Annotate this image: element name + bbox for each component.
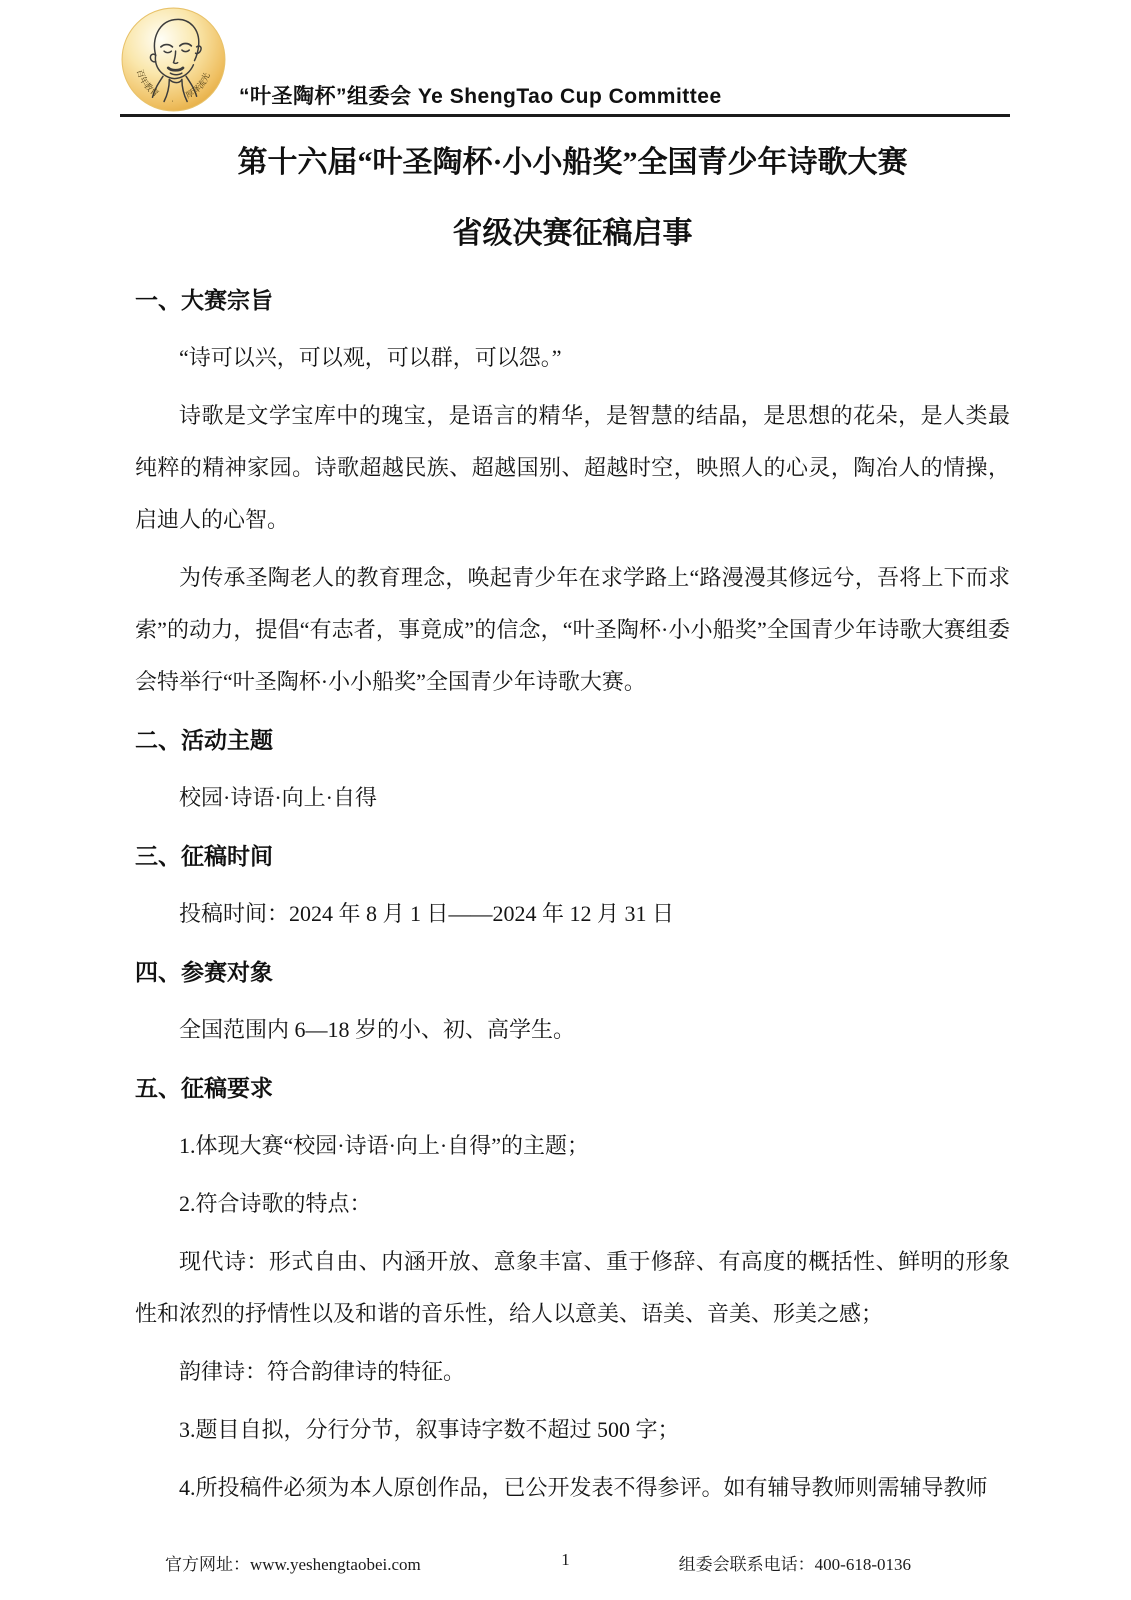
committee-logo — [120, 7, 227, 112]
section-submission-requirements — [135, 1062, 1010, 1514]
footer-page-number: 1 — [561, 1550, 570, 1569]
paragraph: 诗歌是文学宝库中的瑰宝，是语言的精华，是智慧的结晶，是思想的花朵，是人类最纯粹的精神家园。诗歌超越民族、超越国别、超越时空，映照人的心灵，陶冶人的情操，启迪人的心智。 — [135, 403, 1010, 532]
logo-arc-separator: · — [171, 96, 174, 106]
paragraph: 校园·诗语·向上·自得 — [179, 785, 377, 810]
document-title-line1: 第十六届“叶圣陶杯·小小船奖”全国青少年诗歌大赛 — [237, 146, 908, 179]
paragraph: 投稿时间：2024 年 8 月 1 日——2024 年 12 月 31 日 — [179, 901, 675, 926]
section-contest-purpose — [135, 274, 1010, 708]
section-participants — [135, 946, 1010, 1056]
section-heading: 三、征稿时间 — [135, 843, 273, 869]
section-heading: 二、活动主题 — [135, 727, 273, 753]
section-activity-theme — [135, 714, 1010, 824]
paragraph: 全国范围内 6—18 岁的小、初、高学生。 — [179, 1017, 576, 1042]
document-title-line2: 省级决赛征稿启事 — [452, 217, 693, 250]
section-heading: 五、征稿要求 — [135, 1075, 273, 1101]
page-footer — [0, 1550, 1131, 1574]
logo-arc-left-text: 百年教育 — [135, 68, 161, 99]
paragraph: 2.符合诗歌的特点： — [179, 1191, 372, 1216]
logo-arc-right-text: 厚泽流光 — [184, 71, 212, 101]
committee-brand-text: “叶圣陶杯”组委会 Ye ShengTao Cup Committee — [239, 85, 722, 108]
section-submission-time — [135, 830, 1010, 940]
paragraph: 1.体现大赛“校园·诗语·向上·自得”的主题； — [179, 1133, 590, 1158]
document-body — [135, 274, 1010, 1514]
footer-contact-phone: 组委会联系电话：400-618-0136 — [678, 1555, 911, 1574]
paragraph: 为传承圣陶老人的教育理念，唤起青少年在求学路上“路漫漫其修远兮，吾将上下而求索”的动力，提倡“有志者，事竟成”的信念，“叶圣陶杯·小小船奖”全国青少年诗歌大赛组委会特举行“叶圣陶杯·小小船奖”全国青少年诗歌大赛。 — [135, 565, 1010, 694]
paragraph: 3.题目自拟，分行分节，叙事诗字数不超过 500 字； — [179, 1417, 680, 1442]
paragraph: 4.所投稿件必须为本人原创作品，已公开发表不得参评。如有辅导教师则需辅导教师 — [179, 1475, 988, 1500]
paragraph: “诗可以兴，可以观，可以群，可以怨。” — [179, 345, 562, 370]
paragraph: 现代诗：形式自由、内涵开放、意象丰富、重于修辞、有高度的概括性、鲜明的形象性和浓烈的抒情性以及和谐的音乐性，给人以意美、语美、音美、形美之感； — [135, 1249, 1010, 1326]
section-heading: 一、大赛宗旨 — [135, 287, 273, 313]
page-header — [120, 0, 1010, 117]
footer-official-website: 官方网址：www.yeshengtaobei.com — [165, 1555, 421, 1574]
section-heading: 四、参赛对象 — [135, 959, 273, 985]
yeshengtao-portrait-icon — [120, 7, 227, 112]
paragraph: 韵律诗：符合韵律诗的特征。 — [179, 1359, 466, 1384]
